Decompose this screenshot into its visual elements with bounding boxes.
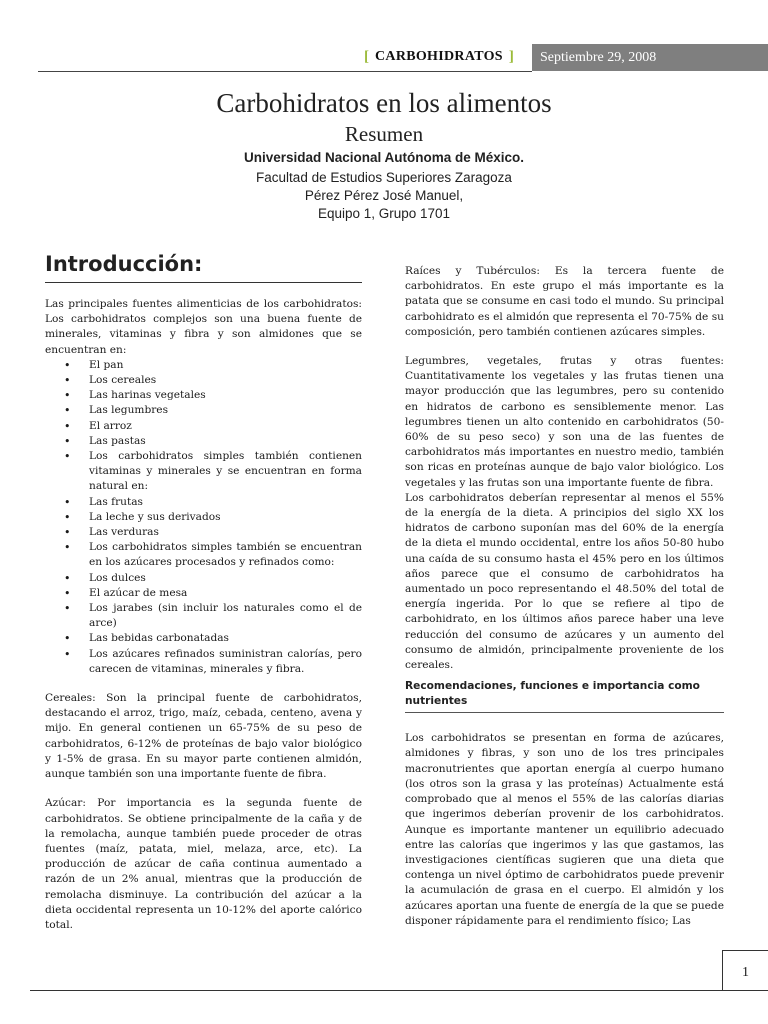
azucar-paragraph: Azúcar: Por importancia es la segunda fuente de carbohidratos. Se obtiene principalmente de la caña y de la remolacha, aunque también puede proceder de otras fuentes (maíz, patata, miel, melaza, arce, etc). La producción de azúcar de caña continua aumentado a razón de un 2% anual, mientras que la producción de remolacha disminuye. La contribución del azúcar a la dieta occidental representa un 10-12% del aporte calórico total.	[45, 797, 362, 931]
header-bracket-open: [	[364, 48, 369, 65]
header-date: Septiembre 29, 2008	[532, 44, 768, 71]
running-header	[358, 44, 520, 70]
legumbres-paragraph: Legumbres, vegetales, frutas y otras fuentes: Cuantitativamente los vegetales y las frutas tienen una mayor producción que las legumbres, pero su contenido en hidratos de carbono es sensiblemente menor. Las legumbres tienen un alto contenido en carbohidratos (50-60% de su peso seco) y son una de las fuentes de carbohidratos más importantes en nuestro medio, también son ricas en proteínas aunque de bajo valor biológico. Los vegetales y las frutas son una importante fuente de fibra.	[405, 355, 724, 489]
faculty-name: Facultad de Estudios Superiores Zaragoza	[256, 170, 512, 185]
header-title: CARBOHIDRATOS	[375, 49, 503, 64]
list-item: • Las frutas	[89, 495, 362, 510]
university-name: Universidad Nacional Autónoma de México.	[243, 150, 525, 165]
sources-list	[45, 358, 362, 677]
list-item: • Los dulces	[89, 571, 362, 586]
document-subtitle: Resumen	[344, 122, 424, 146]
list-item: • Los jarabes (sin incluir los naturales como el de arce)	[89, 601, 362, 631]
list-item: • Las legumbres	[89, 403, 362, 418]
dieta-paragraph: Los carbohidratos deberían representar al menos el 55% de la energía de la dieta. A principios del siglo XX los hidratos de carbono suponían mas del 60% de la energía de la dieta el mundo occidental, entre los años 50-80 hubo una caída de su consumo hasta el 45% pero en los últimos años parece que el consumo de carbohidratos ha aumentado un poco representando el 48.50% del total de energía ingerida. Por lo que se refiere al tipo de carbohidrato, en los últimos años parece haber una leve reducción del consumo de azúcares y un aumento del consumo de almidón, principalmente proveniente de los cereales.	[405, 491, 724, 672]
header-bracket-close: ]	[508, 48, 514, 65]
recommendations-paragraph: Los carbohidratos se presentan en forma de azúcares, almidones y fibras, y son uno de los tres principales macronutrientes que aportan energía al cuerpo humano (los otros son la grasa y las proteínas) Actualmente está comprobado que al menos el 55% de las calorías diarias que ingerimos deberían provenir de los carbohidratos. Aunque es importante mantener un equilibrio adecuado entre las calorías que ingerimos y las que gastamos, las investigaciones científicas sugieren que una dieta que contenga un nivel óptimo de carbohidratos puede prevenir la acumulación de grasa en el cuerpo. El almidón y los azúcares aportan una fuente de energía de la que se puede disponer rápidamente para el rendimiento físico; Las	[405, 732, 724, 927]
document-title: Carbohidratos en los alimentos	[216, 88, 552, 118]
recommendations-heading: Recomendaciones, funciones e importancia como nutrientes	[405, 680, 700, 708]
page-number: 1	[722, 950, 768, 990]
header-rule	[38, 71, 532, 72]
list-item: • Las pastas	[89, 434, 362, 449]
cereales-paragraph: Cereales: Son la principal fuente de carbohidratos, destacando el arroz, trigo, maíz, cebada, centeno, avena y mijo. En general contienen un 65-75% de su peso de carbohidratos, 6-12% de proteínas de bajo valor biológico y 1-5% de grasa. En su mayor parte contienen almidón, aunque también son una importante fuente de fibra.	[45, 692, 362, 781]
list-item: • Los cereales	[89, 373, 362, 388]
list-item: • Los azúcares refinados suministran calorías, pero carecen de vitaminas, minerales y fibra.	[89, 647, 362, 677]
raices-paragraph: Raíces y Tubérculos: Es la tercera fuente de carbohidratos. En este grupo el más importante es la patata que se consume en casi todo el mundo. Su principal carbohidrato es el almidón que representa el 70-75% de su composición, pero también contienen azúcares simples.	[405, 265, 724, 338]
team-info: Equipo 1, Grupo 1701	[317, 206, 451, 221]
footer-rule	[30, 990, 768, 991]
intro-heading-rule	[45, 282, 362, 283]
right-column	[405, 264, 724, 929]
intro-heading: Introducción:	[45, 252, 203, 276]
list-item: • El arroz	[89, 419, 362, 434]
list-item: • Las bebidas carbonatadas	[89, 631, 362, 646]
left-column	[45, 252, 362, 933]
recommendations-rule	[405, 712, 724, 713]
intro-paragraph: Las principales fuentes alimenticias de los carbohidratos: Los carbohidratos complejos son una buena fuente de minerales, vitaminas y fibra y son almidones que se encuentran en:	[45, 298, 362, 356]
list-item: • Los carbohidratos simples también se encuentran en los azúcares procesados y refinados como:	[89, 540, 362, 570]
list-item: • Los carbohidratos simples también contienen vitaminas y minerales y se encuentran en forma natural en:	[89, 449, 362, 495]
list-item: • El pan	[89, 358, 362, 373]
list-item: • El azúcar de mesa	[89, 586, 362, 601]
author-name: Pérez Pérez José Manuel,	[304, 188, 464, 203]
list-item: • La leche y sus derivados	[89, 510, 362, 525]
list-item: • Las harinas vegetales	[89, 388, 362, 403]
list-item: • Las verduras	[89, 525, 362, 540]
